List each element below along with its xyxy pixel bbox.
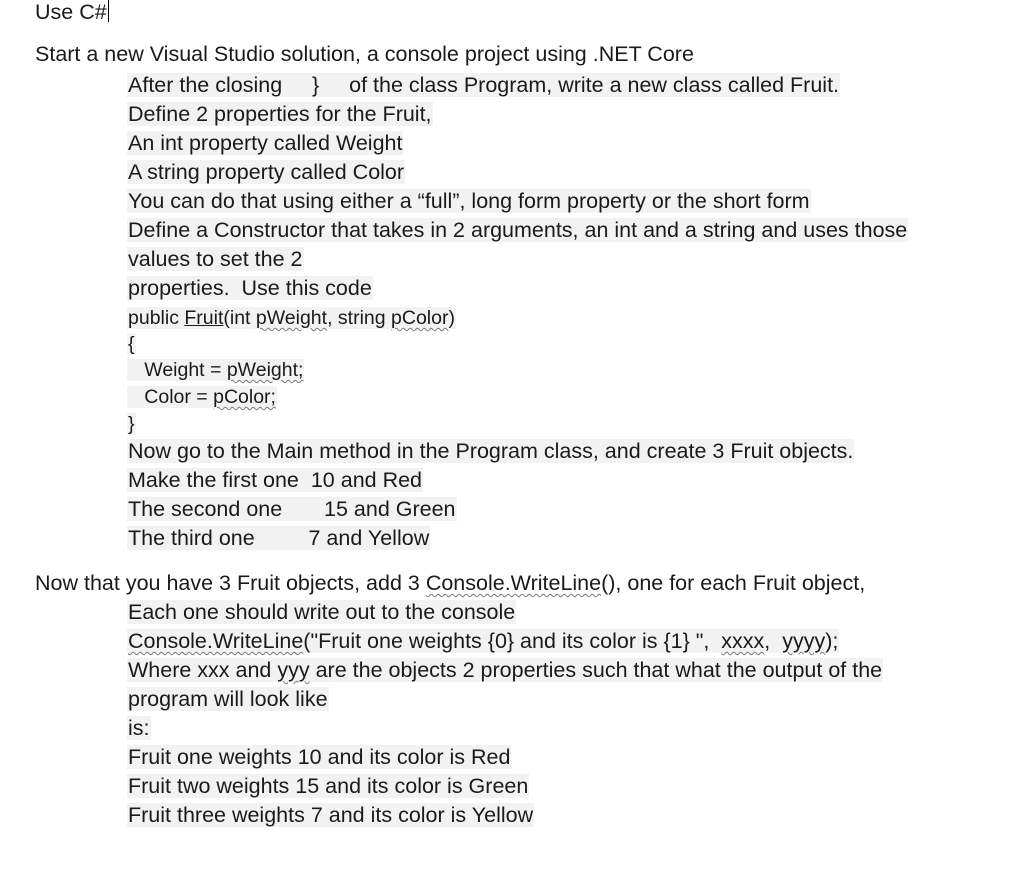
step1-text-a: After the closing bbox=[128, 73, 283, 97]
spell-pcolor-assign: pColor; bbox=[213, 386, 276, 408]
spell-xxxx: xxxx bbox=[721, 629, 765, 653]
fruit-third-line: The third one 7 and Yellow bbox=[128, 526, 430, 550]
code-weight-assign: Weight = pWeight; bbox=[127, 357, 304, 383]
spell-pcolor: pColor bbox=[391, 307, 449, 329]
spell-yyyy: yyyy bbox=[782, 629, 826, 653]
step-int-property: An int property called Weight bbox=[128, 131, 403, 155]
section3-intro: Now that you have 3 Fruit objects, add 3 Console.WriteLine(), one for each Fruit object, bbox=[35, 571, 866, 595]
code-close-brace: } bbox=[128, 413, 135, 435]
fruit-second-line: The second one 15 and Green bbox=[128, 497, 456, 521]
code-open-brace: { bbox=[128, 333, 135, 355]
output-line-2: Fruit two weights 15 and its color is Green bbox=[128, 774, 529, 798]
step-use-code: properties. Use this code bbox=[128, 276, 372, 300]
main-method-intro: Now go to the Main method in the Program class, and create 3 Fruit objects. bbox=[128, 439, 854, 463]
code-constructor-signature: public Fruit(int pWeight, string pColor) bbox=[128, 307, 455, 329]
step-constructor-cont: values to set the 2 bbox=[128, 247, 303, 271]
fruit-link[interactable]: Fruit bbox=[184, 307, 224, 329]
text-cursor bbox=[108, 0, 109, 22]
brace-glyph: } bbox=[312, 73, 320, 97]
document-title bbox=[35, 0, 109, 25]
step-constructor: Define a Constructor that takes in 2 arguments, an int and a string and uses those bbox=[128, 218, 908, 242]
spell-console-writeline-2: Console.WriteLine bbox=[128, 629, 304, 653]
step-closing-brace bbox=[127, 72, 840, 98]
step-property-form: You can do that using either a “full”, long form property or the short form bbox=[128, 189, 810, 213]
fruit-first-line: Make the first one 10 and Red bbox=[128, 468, 423, 492]
spell-console-writeline: Console.WriteLine bbox=[425, 571, 602, 595]
spell-pweight: pWeight bbox=[255, 307, 328, 329]
where-line-cont: program will look like bbox=[128, 687, 328, 711]
where-line: Where xxx and yyy are the objects 2 properties such that what the output of the bbox=[128, 658, 883, 682]
writeline-example: Console.WriteLine("Fruit one weights {0} and its color is {1} ", xxxx, yyyy); bbox=[128, 629, 839, 653]
step-define-properties: Define 2 properties for the Fruit, bbox=[128, 102, 432, 126]
spell-yyy: yyy bbox=[277, 658, 310, 682]
title-text: Use C# bbox=[35, 0, 107, 24]
code-color-assign: Color = pColor; bbox=[127, 384, 277, 410]
step-string-property: A string property called Color bbox=[128, 160, 405, 184]
is-line: is: bbox=[128, 716, 150, 740]
spell-pweight-assign: pWeight; bbox=[226, 359, 304, 381]
section1-intro: Start a new Visual Studio solution, a console project using .NET Core bbox=[35, 42, 694, 66]
each-line: Each one should write out to the console bbox=[128, 600, 516, 624]
step1-text-b: of the class Program, write a new class called Fruit. bbox=[349, 73, 840, 97]
output-line-1: Fruit one weights 10 and its color is Red bbox=[128, 745, 511, 769]
output-line-3: Fruit three weights 7 and its color is Yellow bbox=[128, 803, 534, 827]
